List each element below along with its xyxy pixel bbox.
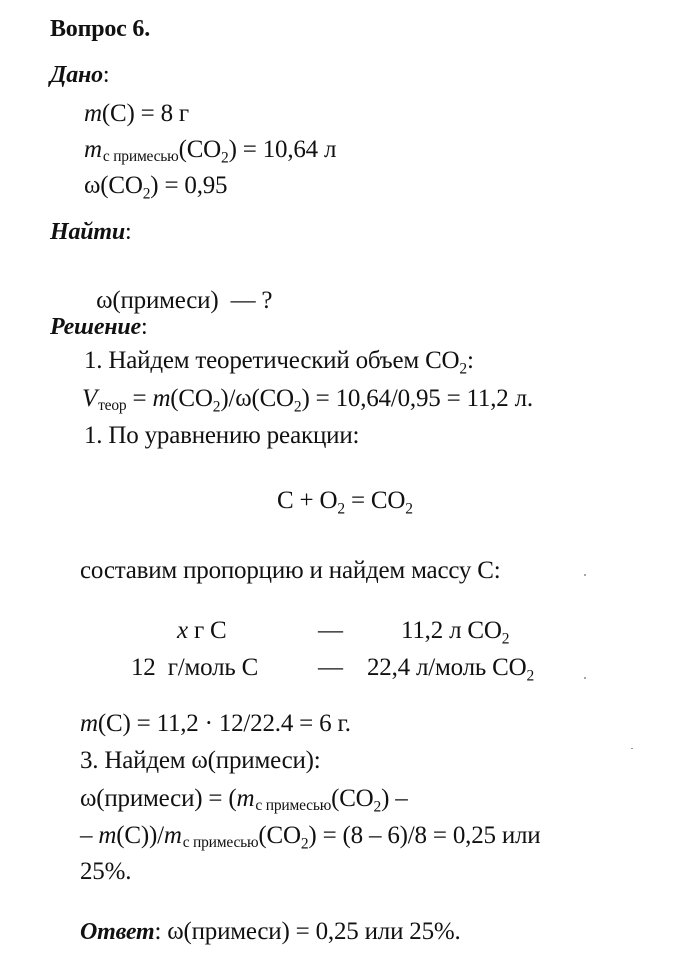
subscript-impure: с примесью	[255, 796, 332, 814]
scan-speck	[584, 574, 586, 576]
given-volume-impure-co2	[84, 135, 336, 165]
answer-text: ω(примеси) = 0,25 или 25%.	[161, 918, 461, 945]
scan-speck	[631, 748, 633, 749]
subscript-2: 2	[459, 360, 467, 378]
find-target-text: ω(примеси) — ?	[96, 287, 273, 314]
proportion-intro-text: составим пропорцию и найдем массу C:	[80, 557, 501, 584]
given-fraction-value: ) = 0,95	[150, 172, 228, 199]
impurity-line2-pre: –	[80, 822, 99, 849]
solution-step2	[84, 421, 359, 451]
reaction-equation	[277, 486, 413, 516]
proportion-row-1	[0, 616, 700, 646]
subscript-2: 2	[142, 185, 151, 203]
impurity-line1-pre: ω(примеси) = (	[80, 785, 237, 812]
solution-heading-colon: :	[141, 314, 148, 340]
proportion-row2-dash: —	[318, 654, 343, 681]
impurity-formula-line3	[80, 857, 131, 887]
var-m: m	[236, 785, 255, 812]
subscript-2: 2	[337, 500, 345, 518]
given-volume-value: ) = 10,64 л	[228, 136, 337, 163]
step1-text: 1. Найдем теоретический объем CO	[84, 347, 460, 374]
given-heading-text: Дано	[50, 62, 103, 88]
omega-co: ω(CO	[84, 172, 143, 199]
step2-text: 1. По уравнению реакции:	[84, 422, 360, 449]
var-m: m	[84, 100, 102, 127]
vteor-result: ) = 10,64/0,95 = 11,2 л.	[301, 385, 533, 412]
var-m: m	[80, 710, 98, 737]
solution-heading	[50, 312, 147, 342]
equation-left: C + O	[277, 487, 338, 514]
subscript-2: 2	[405, 500, 413, 518]
proportion-row2-left: 12 г/моль C	[131, 654, 259, 681]
var-m: m	[163, 822, 182, 849]
given-mass-carbon-value: (C) = 8 г	[101, 100, 189, 127]
proportion-row1-left	[177, 616, 227, 646]
proportion-row-2	[0, 653, 700, 683]
formula-part: )/ω(CO	[220, 385, 294, 412]
question-title-text: Вопрос 6.	[50, 16, 151, 42]
answer	[80, 917, 461, 947]
subscript-2: 2	[293, 398, 302, 416]
formula-co: (CO	[178, 136, 222, 163]
find-heading-text: Найти	[50, 219, 126, 245]
solution-step1	[84, 346, 474, 376]
formula-part: (CO	[170, 385, 213, 412]
subscript-2: 2	[221, 149, 229, 167]
given-heading-colon: :	[102, 62, 110, 88]
formula-co: (CO	[331, 785, 374, 812]
equation-right: = CO	[344, 487, 406, 514]
var-v: V	[82, 385, 98, 412]
subscript-2: 2	[526, 667, 535, 685]
impurity-line1-rest: ) –	[381, 785, 408, 812]
answer-heading	[80, 919, 154, 945]
subscript-2: 2	[501, 630, 510, 648]
scan-speck	[584, 677, 586, 679]
row2-right-text: 22,4 л/моль CO	[367, 654, 527, 681]
find-heading	[50, 217, 132, 247]
impurity-line2-rest: ) = (8 – 6)/8 = 0,25 или	[308, 822, 541, 849]
subscript-2: 2	[300, 835, 309, 853]
mass-carbon-calc	[80, 709, 351, 739]
row1-right-text: 11,2 л CO	[401, 617, 502, 644]
step1-colon: :	[466, 347, 474, 374]
proportion-row1-dash: —	[318, 617, 343, 644]
impurity-formula-line2	[80, 821, 540, 851]
solution-heading-text: Решение	[50, 314, 142, 340]
impurity-line3-text: 25%.	[80, 858, 132, 885]
impurity-formula-line1	[80, 784, 408, 814]
answer-colon: :	[154, 918, 162, 945]
equals: =	[126, 385, 153, 412]
find-target	[84, 256, 272, 316]
find-heading-colon: :	[125, 219, 132, 245]
var-m: m	[152, 385, 171, 412]
impurity-line2-mid: (C))/	[116, 822, 164, 849]
row1-left-text: г C	[187, 617, 227, 644]
var-m: m	[98, 822, 117, 849]
var-x: x	[177, 617, 188, 644]
subscript-impure: с примесью	[182, 833, 259, 851]
subscript-2: 2	[212, 398, 221, 416]
given-fraction-co2	[84, 171, 227, 201]
mass-carbon-calc-text: (C) = 11,2 · 12/22.4 = 6 г.	[97, 710, 351, 737]
proportion-row1-right	[401, 616, 509, 646]
formula-co: (CO	[258, 822, 301, 849]
proportion-row2-right	[367, 653, 534, 683]
solution-step3	[80, 746, 321, 776]
subscript-impure: с примесью	[102, 147, 179, 165]
subscript-2: 2	[373, 798, 382, 816]
answer-heading-text: Ответ	[80, 919, 155, 945]
proportion-intro	[80, 556, 501, 586]
step3-text: 3. Найдем ω(примеси):	[80, 747, 321, 774]
solution-vteor	[82, 384, 533, 414]
given-mass-carbon	[84, 99, 189, 129]
subscript-theor: теор	[98, 396, 127, 414]
given-heading	[50, 60, 109, 90]
var-m: m	[84, 136, 102, 163]
question-title	[50, 14, 150, 44]
